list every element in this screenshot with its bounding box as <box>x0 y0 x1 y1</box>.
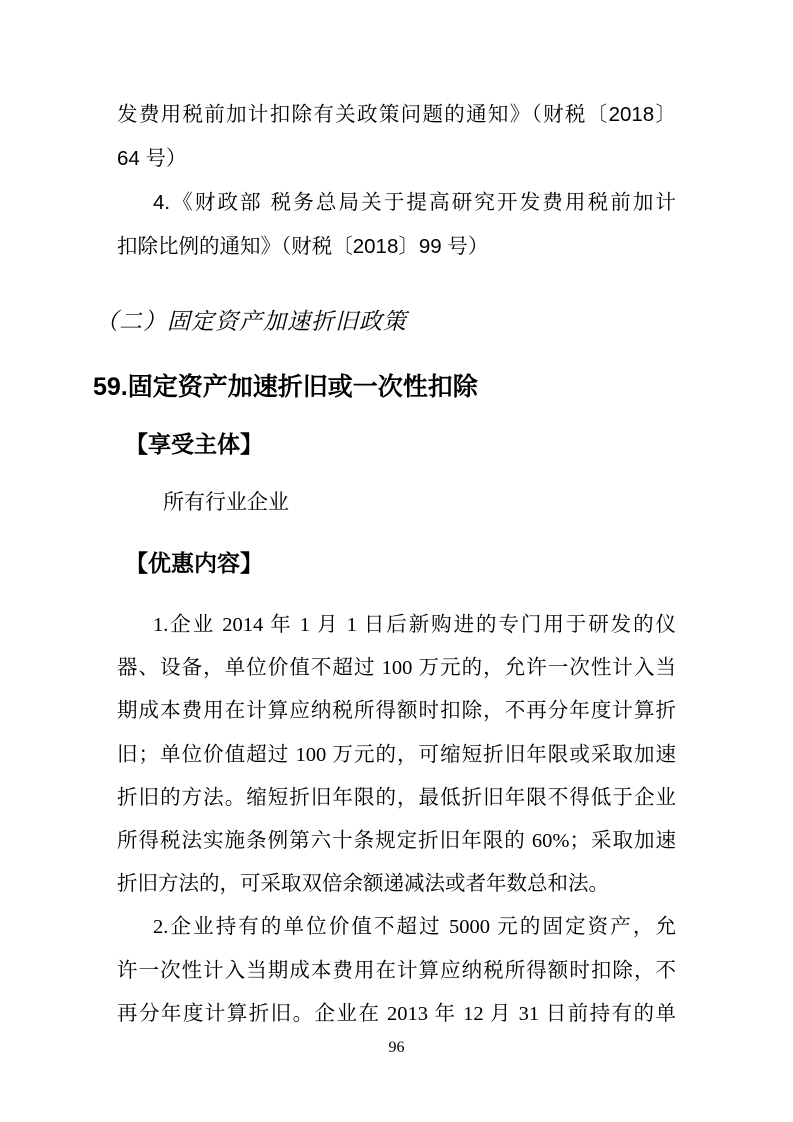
body-line: 折旧方法的，可采取双倍余额递减法或者年数总和法。 <box>117 873 609 896</box>
benefit-subject-label: 【享受主体】 <box>125 431 263 457</box>
body-line: 旧；单位价值超过 100 万元的，可缩短折旧年限或采取加速 <box>117 743 676 766</box>
body-line: 再分年度计算折旧。企业在 2013 年 12 月 31 日前持有的单 <box>117 1002 676 1025</box>
body-line: 期成本费用在计算应纳税所得额时扣除，不再分年度计算折 <box>117 700 676 723</box>
reference-line: 扣除比例的通知》（财税〔2018〕99 号） <box>117 235 489 258</box>
benefit-subject-text: 所有行业企业 <box>163 490 289 514</box>
reference-line: 4.《财政部 税务总局关于提高研究开发费用税前加计 <box>153 191 676 214</box>
body-line: 1.企业 2014 年 1 月 1 日后新购进的专门用于研发的仪 <box>153 614 676 636</box>
reference-line: 发费用税前加计扣除有关政策问题的通知》（财税〔2018〕 <box>117 103 676 126</box>
body-line: 折旧的方法。缩短折旧年限的，最低折旧年限不得低于企业 <box>117 786 676 809</box>
body-line: 2.企业持有的单位价值不超过 5000 元的固定资产，允 <box>153 916 676 939</box>
reference-line: 64 号） <box>117 147 187 170</box>
section-heading: （二）固定资产加速折旧政策 <box>95 309 407 334</box>
body-line: 器、设备，单位价值不超过 100 万元的，允许一次性计入当 <box>117 657 676 680</box>
item-heading: 59.固定资产加速折旧或一次性扣除 <box>93 373 478 401</box>
page-number: 96 <box>388 1039 405 1056</box>
reference-list <box>117 93 676 269</box>
benefit-content-label: 【优惠内容】 <box>125 550 263 576</box>
body-paragraphs <box>117 604 676 1036</box>
body-line: 所得税法实施条例第六十条规定折旧年限的 60%；采取加速 <box>117 830 676 853</box>
body-line: 许一次性计入当期成本费用在计算应纳税所得额时扣除，不 <box>117 959 676 982</box>
